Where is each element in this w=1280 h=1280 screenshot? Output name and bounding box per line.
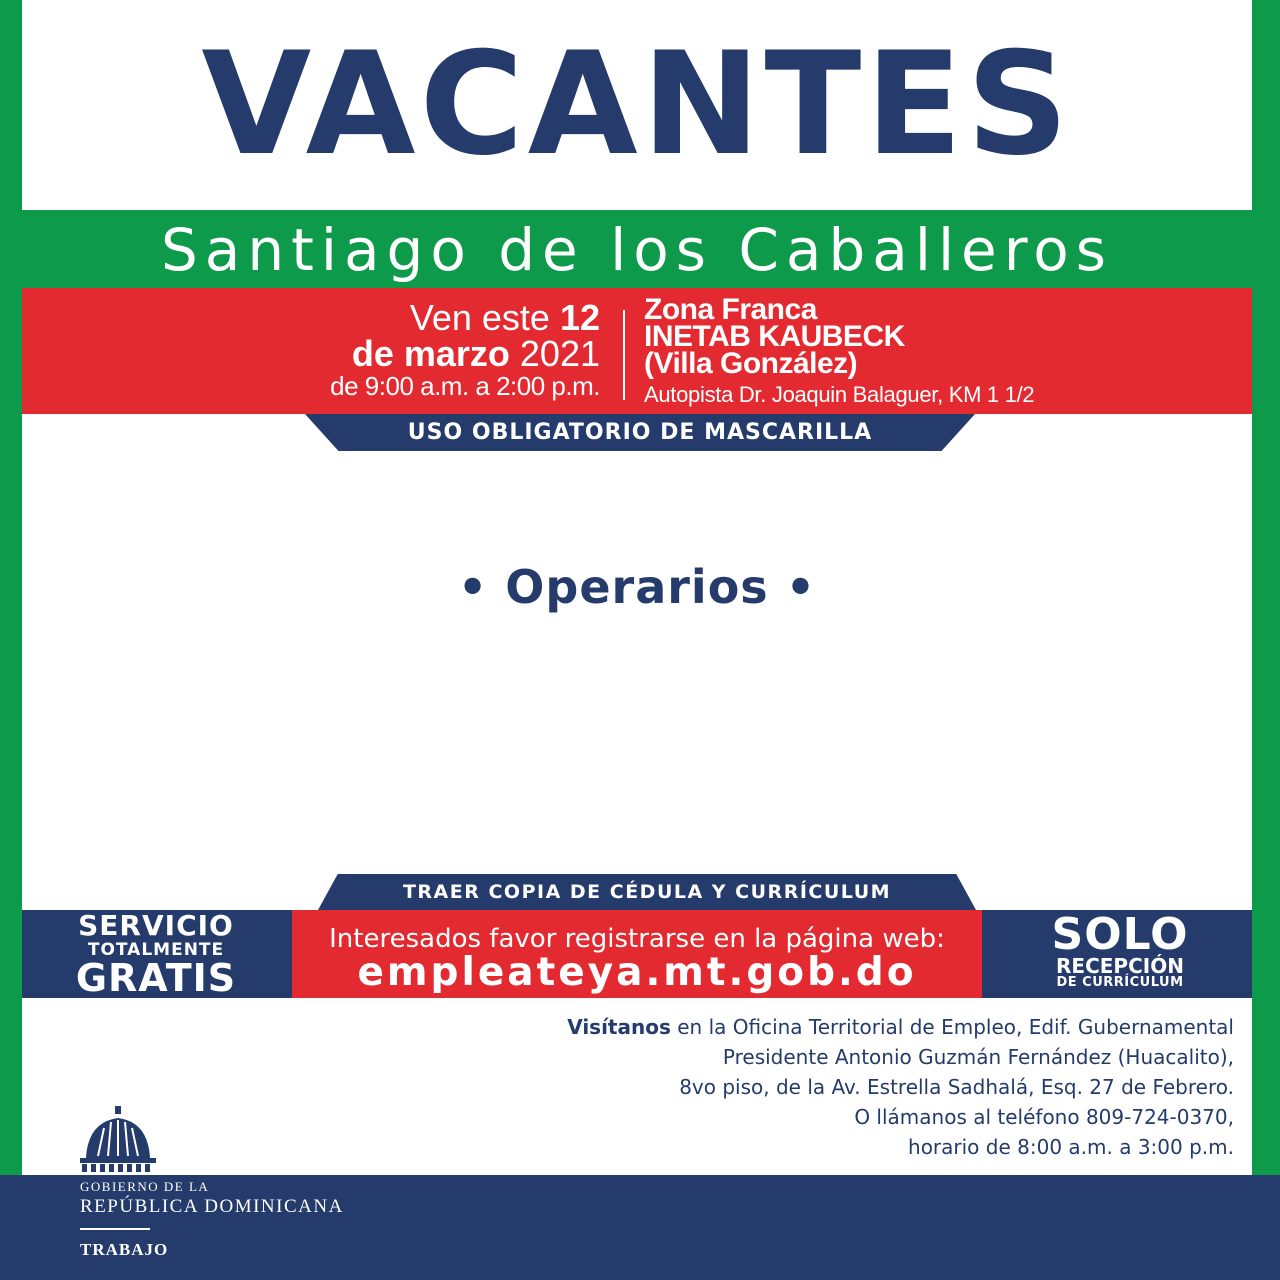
visit-line-1-text: en la Oficina Territorial de Empleo, Edif. Gubernamental [670,1015,1234,1039]
event-location [644,293,1244,409]
free-line-1: SERVICIO [78,909,234,942]
poster-title: VACANTES [201,22,1073,187]
event-date [280,297,600,401]
reception-line-3: DE CURRÍCULUM [1056,975,1184,990]
date-prefix: Ven este [409,297,560,338]
visit-line-1 [434,1012,1234,1042]
date-month: de marzo [351,333,510,374]
web-url[interactable]: empleateya.mt.gob.do [357,950,917,995]
visit-info [434,1012,1234,1162]
event-divider [623,310,625,400]
place-line-3: (Villa González) [644,347,858,380]
gov-department: TRABAJO [80,1240,169,1259]
event-hours: de 9:00 a.m. a 2:00 p.m. [330,371,600,401]
dome-logo-icon [78,1106,158,1174]
reception-badge [1000,909,1240,990]
date-year: 2021 [509,333,600,374]
city-name: Santiago de los Caballeros [160,216,1114,284]
free-service-badge [40,909,272,1000]
web-intro: Interesados favor registrarse en la página web: [329,924,945,954]
free-line-2: TOTALMENTE [87,940,225,960]
reception-line-1: SOLO [1051,909,1189,960]
gov-label-main: REPÚBLICA DOMINICANA [80,1196,344,1217]
visit-line-5: horario de 8:00 a.m. a 3:00 p.m. [908,1135,1234,1159]
mask-notice: USO OBLIGATORIO DE MASCARILLA [407,420,873,445]
visit-lead: Visítanos [567,1015,671,1039]
date-day: 12 [559,297,600,338]
visit-line-2: Presidente Antonio Guzmán Fernández (Huacalito), [722,1045,1234,1069]
gov-label-small: GOBIERNO DE LA [80,1179,210,1194]
date-line-2 [280,333,600,374]
place-line-2: INETAB KAUBECK [644,320,905,353]
reception-line-2: RECEPCIÓN [1056,954,1184,978]
job-position: • Operarios • [457,560,817,614]
visit-line-4: O llámanos al teléfono 809-724-0370, [854,1105,1234,1129]
date-line-1 [280,297,600,338]
event-address: Autopista Dr. Joaquin Balaguer, KM 1 1/2 [644,382,1035,407]
place-line-1: Zona Franca [644,293,817,326]
footer-rule [80,1228,150,1230]
docs-notice: TRAER COPIA DE CÉDULA Y CURRÍCULUM [402,881,892,903]
visit-line-3: 8vo piso, de la Av. Estrella Sadhalá, Esq. 27 de Febrero. [679,1075,1234,1099]
free-line-3: GRATIS [75,956,237,1000]
